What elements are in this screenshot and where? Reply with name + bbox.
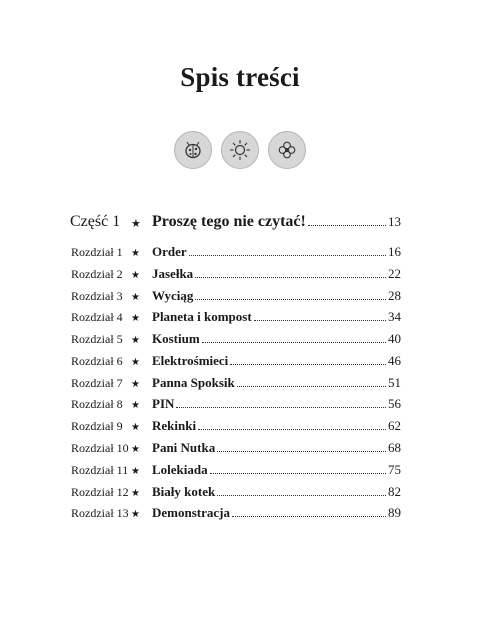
page-number: 46 xyxy=(388,353,401,368)
page-number: 22 xyxy=(388,266,401,281)
sun-icon xyxy=(221,131,259,169)
chapter-label: Rozdział 13 xyxy=(71,506,129,520)
page-number: 82 xyxy=(388,484,401,499)
decorative-icons xyxy=(174,131,306,169)
page-number: 13 xyxy=(388,214,401,229)
dot-leader xyxy=(195,276,386,278)
star-icon: ★ xyxy=(131,466,140,477)
dot-leader xyxy=(189,254,386,256)
chapter-label: Rozdział 10 xyxy=(71,441,129,455)
page-number: 68 xyxy=(388,440,401,455)
chapter-title: PIN xyxy=(152,396,175,411)
star-icon: ★ xyxy=(131,270,140,281)
chapter-label: Rozdział 12 xyxy=(71,485,129,499)
chapter-title: Planeta i kompost xyxy=(152,309,252,324)
dot-leader xyxy=(195,298,386,300)
flower-icon xyxy=(268,131,306,169)
toc-row[interactable] xyxy=(0,305,480,327)
toc-part-row[interactable] xyxy=(0,211,480,233)
star-icon: ★ xyxy=(131,357,140,368)
page-number: 28 xyxy=(388,288,401,303)
toc-row[interactable] xyxy=(0,371,480,393)
chapter-label: Rozdział 2 xyxy=(71,267,123,281)
toc-row[interactable] xyxy=(0,458,480,480)
dot-leader xyxy=(232,515,386,517)
chapter-title: Pani Nutka xyxy=(152,440,216,455)
dot-leader xyxy=(254,319,386,321)
star-icon: ★ xyxy=(131,422,140,433)
page-number: 40 xyxy=(388,331,401,346)
chapter-title: Lolekiada xyxy=(152,462,208,477)
star-icon: ★ xyxy=(131,248,140,259)
star-icon: ★ xyxy=(131,379,140,390)
dot-leader xyxy=(217,450,386,452)
toc-row[interactable] xyxy=(0,392,480,414)
chapter-label: Rozdział 9 xyxy=(71,419,123,433)
toc-row[interactable] xyxy=(0,414,480,436)
star-icon: ★ xyxy=(131,292,140,303)
chapter-title: Jasełka xyxy=(152,266,194,281)
chapter-label: Rozdział 5 xyxy=(71,332,123,346)
dot-leader xyxy=(210,472,386,474)
toc-row[interactable] xyxy=(0,501,480,523)
star-icon: ★ xyxy=(131,488,140,499)
dot-leader xyxy=(230,363,386,365)
chapter-title: Biały kotek xyxy=(152,484,216,499)
star-icon: ★ xyxy=(131,335,140,346)
chapter-title: Demonstracja xyxy=(152,505,230,520)
star-icon: ★ xyxy=(131,509,140,520)
chapter-title: Kostium xyxy=(152,331,200,346)
page-number: 62 xyxy=(388,418,401,433)
chapter-title: Wyciąg xyxy=(152,288,194,303)
dot-leader xyxy=(202,341,386,343)
dot-leader xyxy=(198,428,386,430)
chapter-label: Rozdział 3 xyxy=(71,289,123,303)
page-number: 75 xyxy=(388,462,401,477)
toc-row[interactable] xyxy=(0,349,480,371)
page-number: 56 xyxy=(388,396,401,411)
ladybug-icon xyxy=(174,131,212,169)
dot-leader xyxy=(176,406,386,408)
part-label: Część 1 xyxy=(70,213,121,230)
toc-row[interactable] xyxy=(0,284,480,306)
part-title: Proszę tego nie czytać! xyxy=(152,213,306,230)
star-icon: ★ xyxy=(131,400,140,411)
chapter-title: Order xyxy=(152,244,187,259)
toc-row[interactable] xyxy=(0,262,480,284)
chapter-label: Rozdział 7 xyxy=(71,376,123,390)
dot-leader xyxy=(217,494,386,496)
toc-row[interactable] xyxy=(0,480,480,502)
toc-row[interactable] xyxy=(0,327,480,349)
star-icon: ★ xyxy=(131,218,141,230)
chapter-title: Elektrośmieci xyxy=(152,353,229,368)
page-number: 34 xyxy=(388,309,401,324)
star-icon: ★ xyxy=(131,313,140,324)
chapter-title: Rekinki xyxy=(152,418,197,433)
chapter-label: Rozdział 11 xyxy=(71,463,129,477)
chapter-label: Rozdział 6 xyxy=(71,354,123,368)
page-number: 16 xyxy=(388,244,401,259)
dot-leader xyxy=(237,385,386,387)
chapter-title: Panna Spoksik xyxy=(152,375,235,390)
toc-row[interactable] xyxy=(0,240,480,262)
chapter-label: Rozdział 8 xyxy=(71,397,123,411)
page-number: 51 xyxy=(388,375,401,390)
toc-row[interactable] xyxy=(0,436,480,458)
chapter-label: Rozdział 4 xyxy=(71,310,123,324)
page-number: 89 xyxy=(388,505,401,520)
chapter-label: Rozdział 1 xyxy=(71,245,123,259)
dot-leader xyxy=(308,224,386,226)
page-title: Spis treści xyxy=(180,62,300,92)
star-icon: ★ xyxy=(131,444,140,455)
